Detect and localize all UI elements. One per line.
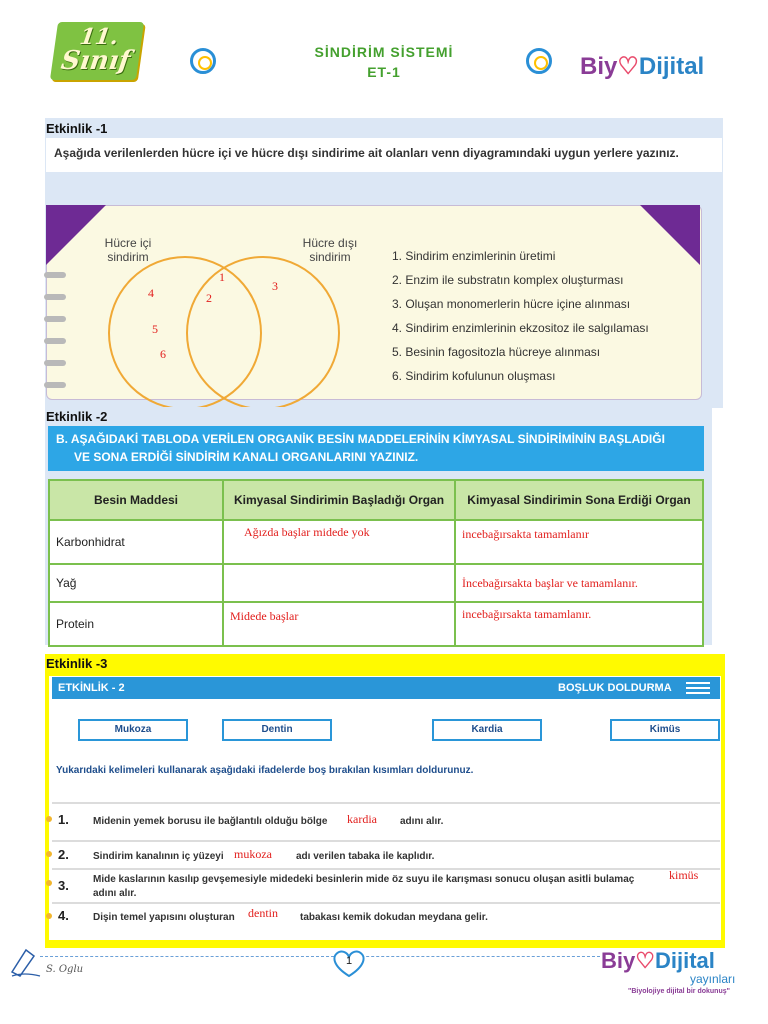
word-box-mukoza: Mukoza xyxy=(78,719,188,741)
word-box-kardia: Kardia xyxy=(432,719,542,741)
start-organ-answer: Midede başlar xyxy=(223,602,455,646)
bullet-dot xyxy=(46,880,52,886)
question-answer: kimüs xyxy=(669,868,699,882)
question-number: 3. xyxy=(58,878,69,893)
heart-icon: ♡ xyxy=(635,948,655,973)
footer-rule xyxy=(40,956,600,957)
logo-suffix: Dijital xyxy=(654,948,715,973)
venn-left-label-line1: Hücre içi xyxy=(104,236,152,250)
question-text: Midenin yemek borusu ile bağlantılı olduğu bölge xyxy=(93,816,328,827)
heart-icon: ♡ xyxy=(617,53,639,80)
spiral-icon xyxy=(190,48,216,74)
etkinlik1-instruction: Aşağıda verilenlerden hücre içi ve hücre dışı sindirime ait olanları venn diyagramındaki uygun yerlere yazınız. xyxy=(46,138,722,172)
ring xyxy=(44,316,66,322)
title-line1: SİNDİRİM SİSTEMİ xyxy=(314,44,454,60)
venn-left-label-line2: sindirim xyxy=(107,250,149,264)
bullet-dot xyxy=(46,851,52,857)
activity-bar-right: BOŞLUK DOLDURMA xyxy=(558,682,672,694)
grade-badge-text: Sınıf xyxy=(59,46,133,76)
end-organ-answer: İncebağırsakta başlar ve tamamlanır. xyxy=(455,564,703,602)
pencil-lines-icon xyxy=(682,677,716,699)
slogan: "Biyolojiye dijital bir dokunuş" xyxy=(628,988,730,995)
nutrient-name: Protein xyxy=(49,602,223,646)
venn-right-label xyxy=(290,236,370,264)
ring xyxy=(44,360,66,366)
list-item: 3. Oluşan monomerlerin hücre içine alınması xyxy=(392,297,631,311)
column-header: Kimyasal Sindirimin Başladığı Organ xyxy=(223,480,455,520)
table-header-row xyxy=(49,480,703,520)
column-header: Besin Maddesi xyxy=(49,480,223,520)
column-header: Kimyasal Sindirimin Sona Erdiği Organ xyxy=(455,480,703,520)
list-item: 2. Enzim ile substratın komplex oluşturması xyxy=(392,273,624,287)
table-row xyxy=(49,520,703,564)
question-text-end: adı verilen tabaka ile kaplıdır. xyxy=(296,851,435,862)
etkinlik1-label: Etkinlik -1 xyxy=(46,121,108,136)
question-text: Sindirim kanalının iç yüzeyi xyxy=(93,851,224,862)
question-number: 1. xyxy=(58,812,69,827)
start-organ-answer xyxy=(223,564,455,602)
question-text-end: tabakası kemik dokudan meydana gelir. xyxy=(300,912,488,923)
grade-badge-number: 11. xyxy=(77,24,120,50)
activity-bar xyxy=(52,677,720,699)
writing-hand-icon xyxy=(8,942,44,980)
start-organ-answer: Ağızda başlar midede yok xyxy=(223,520,455,564)
question-answer: mukoza xyxy=(234,847,272,861)
logo-prefix: Biy xyxy=(601,948,636,973)
ring xyxy=(44,382,66,388)
end-organ-answer: incebağırsakta tamamlanır xyxy=(455,520,703,564)
list-item: 4. Sindirim enzimlerinin ekzositoz ile salgılaması xyxy=(392,321,649,335)
list-item: 6. Sindirim kofulunun oluşması xyxy=(392,369,556,383)
footer-logo xyxy=(601,948,715,974)
venn-circle-right xyxy=(186,256,340,410)
etkinlik2-heading xyxy=(48,426,704,471)
page-title xyxy=(280,42,488,82)
venn-answer: 1 xyxy=(219,270,225,284)
table-row xyxy=(49,564,703,602)
venn-right-label-line1: Hücre dışı xyxy=(302,236,358,250)
ring xyxy=(44,338,66,344)
heading-line2: VE SONA ERDİĞİ SİNDİRİM KANALI ORGANLARINI YAZINIZ. xyxy=(74,450,419,464)
word-box-kimus: Kimüs xyxy=(610,719,720,741)
activity-bar-left: ETKİNLİK - 2 xyxy=(58,682,125,694)
ring xyxy=(44,294,66,300)
venn-answer: 4 xyxy=(148,286,154,300)
title-line2: ET-1 xyxy=(367,64,401,80)
question-text: Dişin temel yapısını oluşturan xyxy=(93,912,235,923)
question-number: 2. xyxy=(58,847,69,862)
nutrient-name: Karbonhidrat xyxy=(49,520,223,564)
venn-answer: 2 xyxy=(206,291,212,305)
table-row xyxy=(49,602,703,646)
bullet-dot xyxy=(46,913,52,919)
signature: S. Oglu xyxy=(46,964,84,975)
venn-answer: 6 xyxy=(160,347,166,361)
word-box-dentin: Dentin xyxy=(222,719,332,741)
spiral-icon xyxy=(526,48,552,74)
list-item: 1. Sindirim enzimlerinin üretimi xyxy=(392,249,556,263)
question-answer: dentin xyxy=(248,906,278,920)
etkinlik2-label: Etkinlik -2 xyxy=(46,409,108,424)
biyodijital-logo xyxy=(580,52,704,81)
grade-badge xyxy=(50,22,144,80)
bullet-dot xyxy=(46,816,52,822)
end-organ-answer: incebağırsakta tamamlanır. xyxy=(455,602,703,646)
logo-prefix: Biy xyxy=(580,53,618,80)
digestion-table xyxy=(48,479,704,647)
nutrient-name: Yağ xyxy=(49,564,223,602)
fill-instruction: Yukarıdaki kelimeleri kullanarak aşağıdaki ifadelerde boş bırakılan kısımları doldurunuz. xyxy=(56,765,474,776)
venn-answer: 3 xyxy=(272,279,278,293)
heading-line1: B. AŞAĞIDAKİ TABLODA VERİLEN ORGANİK BESİN MADDELERİNİN KİMYASAL SİNDİRİMİNİN BAŞLADIĞI xyxy=(56,432,665,446)
question-text: Mide kaslarının kasılıp gevşemesiyle midedeki besinlerin mide öz suyu ile karışması sonucu oluşan asitli bulamaç xyxy=(93,874,635,885)
venn-right-label-line2: sindirim xyxy=(309,250,351,264)
question-number: 4. xyxy=(58,908,69,923)
publisher-label: yayınları xyxy=(690,972,736,986)
list-item: 5. Besinin fagositozla hücreye alınması xyxy=(392,345,601,359)
question-text-end: adını alır. xyxy=(400,816,444,827)
logo-suffix: Dijital xyxy=(638,53,705,80)
venn-left-label xyxy=(88,236,168,264)
page-number: 1 xyxy=(346,955,353,967)
etkinlik3-label: Etkinlik -3 xyxy=(46,656,108,671)
question-text-end: adını alır. xyxy=(93,888,137,899)
question-answer: kardia xyxy=(347,812,377,826)
ring xyxy=(44,272,66,278)
venn-answer: 5 xyxy=(152,322,158,336)
